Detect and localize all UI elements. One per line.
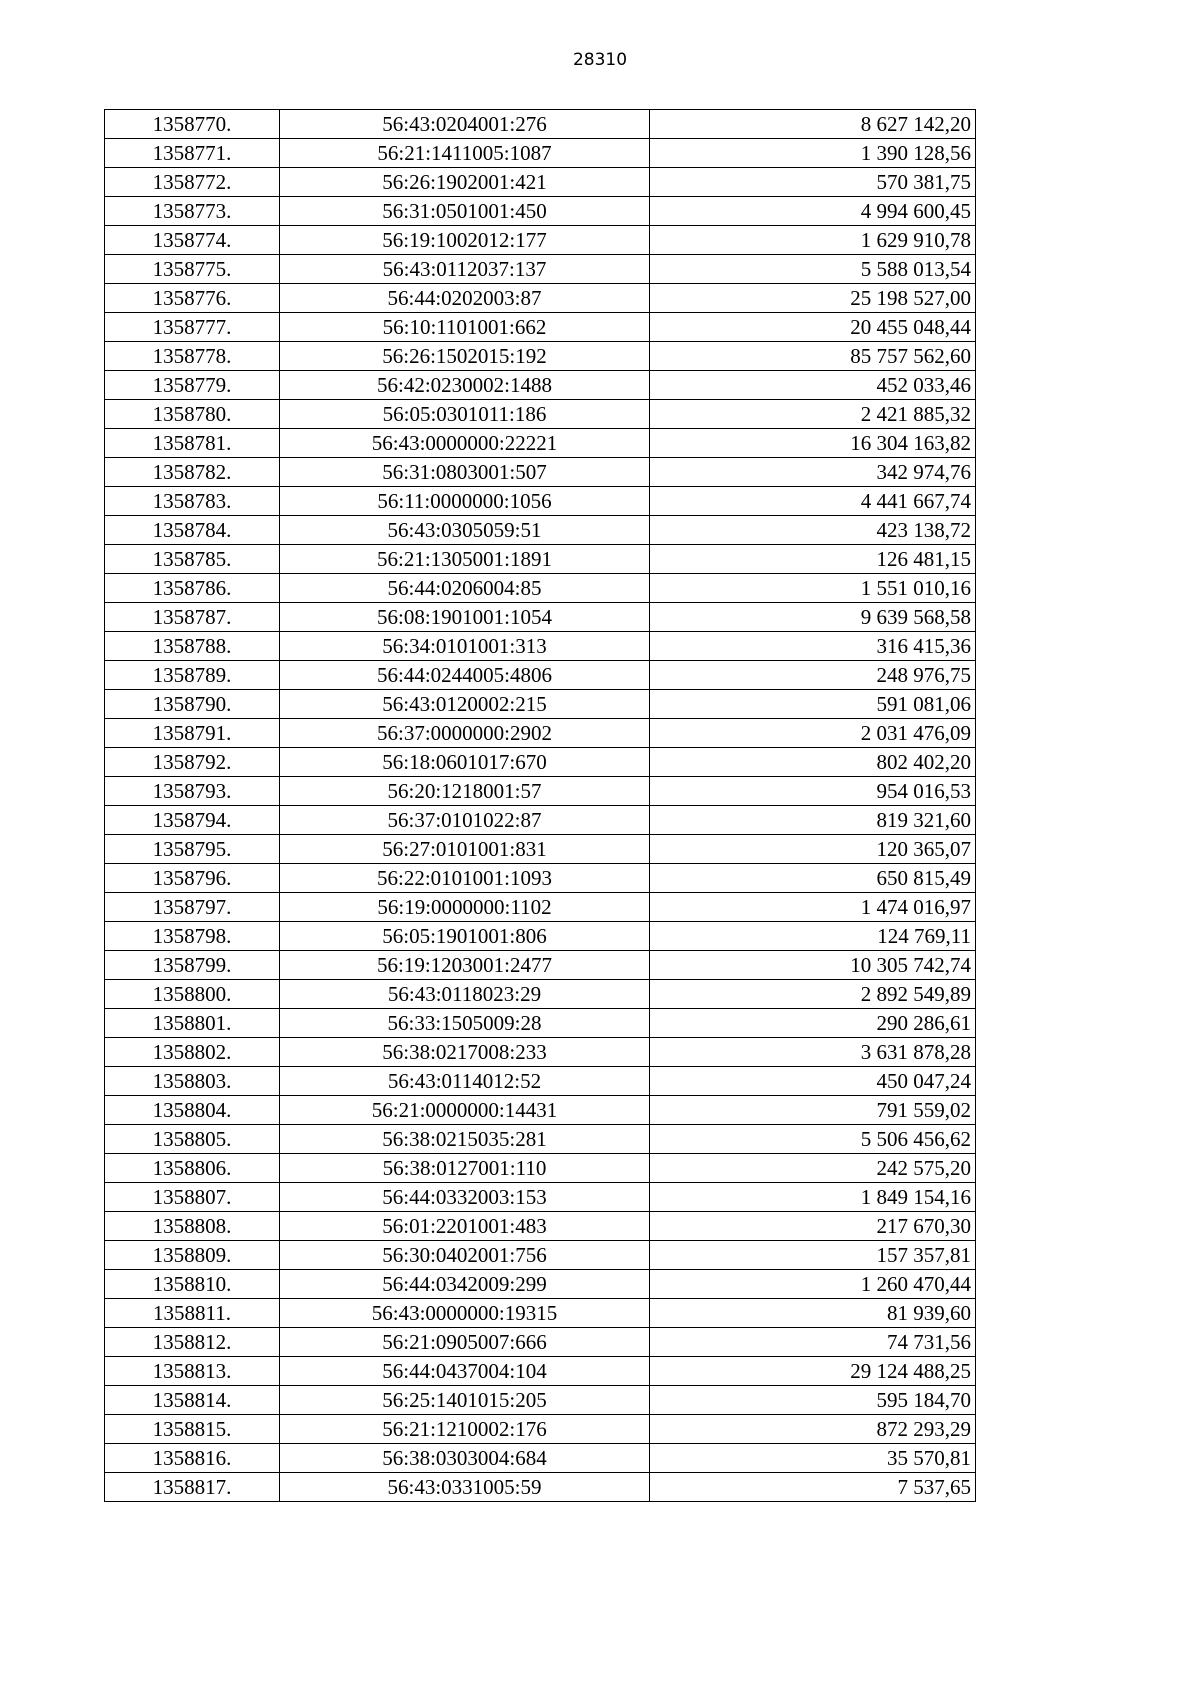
table-row [105,255,976,284]
row-number-cell: 1358797. [105,893,280,922]
row-number-cell: 1358816. [105,1444,280,1473]
row-number-cell: 1358804. [105,1096,280,1125]
cadastral-number-cell: 56:43:0000000:22221 [280,429,650,458]
table-row [105,400,976,429]
table-row [105,980,976,1009]
value-cell: 290 286,61 [650,1009,976,1038]
row-number-cell: 1358786. [105,574,280,603]
table-row [105,197,976,226]
value-cell: 1 260 470,44 [650,1270,976,1299]
row-number-cell: 1358815. [105,1415,280,1444]
row-number-cell: 1358784. [105,516,280,545]
value-cell: 85 757 562,60 [650,342,976,371]
cadastral-number-cell: 56:21:1305001:1891 [280,545,650,574]
table-row [105,458,976,487]
cadastral-number-cell: 56:27:0101001:831 [280,835,650,864]
value-cell: 2 031 476,09 [650,719,976,748]
value-cell: 591 081,06 [650,690,976,719]
cadastral-number-cell: 56:05:1901001:806 [280,922,650,951]
cadastral-number-cell: 56:43:0204001:276 [280,110,650,139]
row-number-cell: 1358771. [105,139,280,168]
cadastral-number-cell: 56:43:0114012:52 [280,1067,650,1096]
row-number-cell: 1358800. [105,980,280,1009]
table-row [105,748,976,777]
table-row [105,1096,976,1125]
cadastral-number-cell: 56:44:0244005:4806 [280,661,650,690]
cadastral-number-cell: 56:44:0342009:299 [280,1270,650,1299]
table-row [105,487,976,516]
row-number-cell: 1358811. [105,1299,280,1328]
table-row [105,1328,976,1357]
value-cell: 120 365,07 [650,835,976,864]
value-cell: 819 321,60 [650,806,976,835]
cadastral-number-cell: 56:43:0120002:215 [280,690,650,719]
table-row [105,371,976,400]
value-cell: 5 588 013,54 [650,255,976,284]
cadastral-number-cell: 56:19:1002012:177 [280,226,650,255]
cadastral-number-cell: 56:10:1101001:662 [280,313,650,342]
row-number-cell: 1358795. [105,835,280,864]
row-number-cell: 1358813. [105,1357,280,1386]
table-row [105,1183,976,1212]
value-cell: 802 402,20 [650,748,976,777]
cadastral-number-cell: 56:44:0437004:104 [280,1357,650,1386]
value-cell: 124 769,11 [650,922,976,951]
row-number-cell: 1358782. [105,458,280,487]
value-cell: 25 198 527,00 [650,284,976,313]
cadastral-number-cell: 56:19:1203001:2477 [280,951,650,980]
cadastral-number-cell: 56:38:0303004:684 [280,1444,650,1473]
value-cell: 74 731,56 [650,1328,976,1357]
table-row [105,313,976,342]
table-row [105,806,976,835]
value-cell: 126 481,15 [650,545,976,574]
value-cell: 4 441 667,74 [650,487,976,516]
table-row [105,1357,976,1386]
table-row [105,1386,976,1415]
value-cell: 650 815,49 [650,864,976,893]
cadastral-number-cell: 56:21:1411005:1087 [280,139,650,168]
value-cell: 217 670,30 [650,1212,976,1241]
cadastral-number-cell: 56:43:0305059:51 [280,516,650,545]
cadastral-number-cell: 56:33:1505009:28 [280,1009,650,1038]
cadastral-number-cell: 56:44:0206004:85 [280,574,650,603]
table-row [105,632,976,661]
table-row [105,516,976,545]
row-number-cell: 1358803. [105,1067,280,1096]
row-number-cell: 1358777. [105,313,280,342]
table-row [105,893,976,922]
cadastral-number-cell: 56:21:0905007:666 [280,1328,650,1357]
table-row [105,1154,976,1183]
row-number-cell: 1358789. [105,661,280,690]
cadastral-number-cell: 56:44:0332003:153 [280,1183,650,1212]
row-number-cell: 1358785. [105,545,280,574]
table-row [105,603,976,632]
table-row [105,168,976,197]
row-number-cell: 1358781. [105,429,280,458]
row-number-cell: 1358812. [105,1328,280,1357]
cadastral-number-cell: 56:08:1901001:1054 [280,603,650,632]
row-number-cell: 1358783. [105,487,280,516]
value-cell: 8 627 142,20 [650,110,976,139]
value-cell: 342 974,76 [650,458,976,487]
row-number-cell: 1358802. [105,1038,280,1067]
table-row [105,690,976,719]
value-cell: 10 305 742,74 [650,951,976,980]
row-number-cell: 1358807. [105,1183,280,1212]
page-number: 28310 [572,50,628,70]
cadastral-number-cell: 56:43:0118023:29 [280,980,650,1009]
cadastral-number-cell: 56:37:0000000:2902 [280,719,650,748]
cadastral-number-cell: 56:37:0101022:87 [280,806,650,835]
table-row [105,951,976,980]
cadastral-number-cell: 56:22:0101001:1093 [280,864,650,893]
row-number-cell: 1358793. [105,777,280,806]
table-row [105,139,976,168]
table-row [105,1125,976,1154]
row-number-cell: 1358808. [105,1212,280,1241]
table-body [105,110,976,1502]
row-number-cell: 1358796. [105,864,280,893]
table-row [105,1444,976,1473]
cadastral-number-cell: 56:31:0501001:450 [280,197,650,226]
cadastral-number-cell: 56:18:0601017:670 [280,748,650,777]
row-number-cell: 1358799. [105,951,280,980]
value-cell: 450 047,24 [650,1067,976,1096]
row-number-cell: 1358774. [105,226,280,255]
table-row [105,661,976,690]
cadastral-number-cell: 56:44:0202003:87 [280,284,650,313]
value-cell: 29 124 488,25 [650,1357,976,1386]
row-number-cell: 1358787. [105,603,280,632]
cadastral-number-cell: 56:01:2201001:483 [280,1212,650,1241]
value-cell: 20 455 048,44 [650,313,976,342]
table-row [105,1038,976,1067]
value-cell: 2 421 885,32 [650,400,976,429]
cadastral-number-cell: 56:05:0301011:186 [280,400,650,429]
table-row [105,1241,976,1270]
cadastral-number-cell: 56:38:0127001:110 [280,1154,650,1183]
row-number-cell: 1358817. [105,1473,280,1502]
row-number-cell: 1358805. [105,1125,280,1154]
value-cell: 4 994 600,45 [650,197,976,226]
value-cell: 452 033,46 [650,371,976,400]
cadastral-number-cell: 56:43:0331005:59 [280,1473,650,1502]
table-row [105,1067,976,1096]
cadastral-number-cell: 56:31:0803001:507 [280,458,650,487]
cadastral-number-cell: 56:11:0000000:1056 [280,487,650,516]
table-row [105,922,976,951]
row-number-cell: 1358775. [105,255,280,284]
row-number-cell: 1358794. [105,806,280,835]
table-row [105,1270,976,1299]
value-cell: 7 537,65 [650,1473,976,1502]
table-row [105,110,976,139]
value-cell: 157 357,81 [650,1241,976,1270]
row-number-cell: 1358790. [105,690,280,719]
value-cell: 1 474 016,97 [650,893,976,922]
table-row [105,284,976,313]
cadastral-number-cell: 56:43:0000000:19315 [280,1299,650,1328]
row-number-cell: 1358791. [105,719,280,748]
registry-table [104,109,976,1502]
cadastral-number-cell: 56:38:0217008:233 [280,1038,650,1067]
value-cell: 3 631 878,28 [650,1038,976,1067]
row-number-cell: 1358770. [105,110,280,139]
table-row [105,835,976,864]
row-number-cell: 1358809. [105,1241,280,1270]
value-cell: 316 415,36 [650,632,976,661]
value-cell: 2 892 549,89 [650,980,976,1009]
row-number-cell: 1358806. [105,1154,280,1183]
cadastral-number-cell: 56:26:1902001:421 [280,168,650,197]
cadastral-number-cell: 56:42:0230002:1488 [280,371,650,400]
value-cell: 5 506 456,62 [650,1125,976,1154]
value-cell: 1 551 010,16 [650,574,976,603]
table-row [105,574,976,603]
row-number-cell: 1358801. [105,1009,280,1038]
value-cell: 35 570,81 [650,1444,976,1473]
row-number-cell: 1358778. [105,342,280,371]
value-cell: 791 559,02 [650,1096,976,1125]
value-cell: 570 381,75 [650,168,976,197]
cadastral-number-cell: 56:38:0215035:281 [280,1125,650,1154]
value-cell: 954 016,53 [650,777,976,806]
value-cell: 242 575,20 [650,1154,976,1183]
value-cell: 872 293,29 [650,1415,976,1444]
row-number-cell: 1358772. [105,168,280,197]
row-number-cell: 1358792. [105,748,280,777]
row-number-cell: 1358810. [105,1270,280,1299]
table-row [105,864,976,893]
row-number-cell: 1358780. [105,400,280,429]
table-row [105,1415,976,1444]
value-cell: 1 629 910,78 [650,226,976,255]
table-row [105,226,976,255]
row-number-cell: 1358776. [105,284,280,313]
cadastral-number-cell: 56:25:1401015:205 [280,1386,650,1415]
value-cell: 9 639 568,58 [650,603,976,632]
value-cell: 595 184,70 [650,1386,976,1415]
row-number-cell: 1358779. [105,371,280,400]
table-row [105,719,976,748]
cadastral-number-cell: 56:20:1218001:57 [280,777,650,806]
cadastral-number-cell: 56:30:0402001:756 [280,1241,650,1270]
cadastral-number-cell: 56:26:1502015:192 [280,342,650,371]
row-number-cell: 1358814. [105,1386,280,1415]
row-number-cell: 1358773. [105,197,280,226]
cadastral-number-cell: 56:21:0000000:14431 [280,1096,650,1125]
value-cell: 423 138,72 [650,516,976,545]
table-row [105,545,976,574]
value-cell: 16 304 163,82 [650,429,976,458]
row-number-cell: 1358788. [105,632,280,661]
table-row [105,342,976,371]
table-row [105,1009,976,1038]
table-row [105,429,976,458]
cadastral-number-cell: 56:43:0112037:137 [280,255,650,284]
table-row [105,1473,976,1502]
table-row [105,1212,976,1241]
table-row [105,1299,976,1328]
table-row [105,777,976,806]
value-cell: 248 976,75 [650,661,976,690]
value-cell: 1 849 154,16 [650,1183,976,1212]
cadastral-number-cell: 56:34:0101001:313 [280,632,650,661]
cadastral-number-cell: 56:21:1210002:176 [280,1415,650,1444]
row-number-cell: 1358798. [105,922,280,951]
cadastral-number-cell: 56:19:0000000:1102 [280,893,650,922]
value-cell: 1 390 128,56 [650,139,976,168]
value-cell: 81 939,60 [650,1299,976,1328]
